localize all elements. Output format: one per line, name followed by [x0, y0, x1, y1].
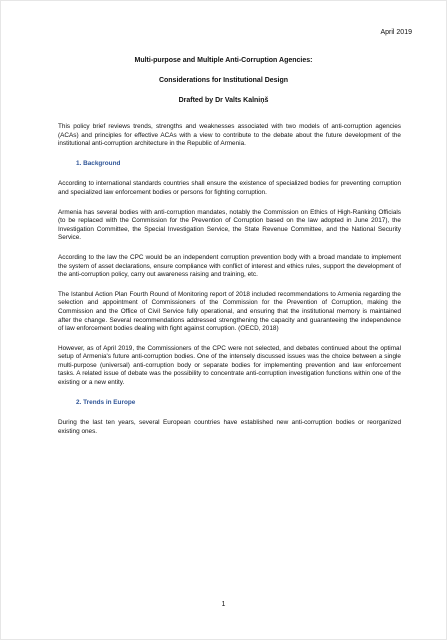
section-heading-trends: 2. Trends in Europe: [76, 398, 136, 406]
paragraph: According to the law the CPC would be an independent corruption prevention body with a broad mandate to implement the system of asset declarations, ensure compliance with conflict of interest and ethics rules, support the development of the anti-corruption policy, carry out awareness raising and training, etc.: [58, 253, 401, 279]
paragraph: During the last ten years, several European countries have established new anti-corruption bodies or reorganized existing ones.: [58, 419, 401, 435]
title-block: [1, 57, 446, 117]
paragraph: However, as of April 2019, the Commissioners of the CPC were not selected, and debates continued about the optimal setup of Armenia's future anti-corruption bodies. One of the intensely discussed issues was the choice between a single multi-purpose (universal) anti-corruption body or separate bodies for implementing prevention and law enforcement tasks. A related issue of debate was the possibility to concentrate anti-corruption investigation functions within one of the existing or a new entity.: [58, 344, 401, 387]
document-date: April 2019: [380, 29, 412, 36]
document-body: [58, 123, 401, 447]
intro-paragraph: This policy brief reviews trends, strengths and weaknesses associated with two models of anti-corruption agencies (ACAs) and principles for effective ACAs with a view to contribute to the debate about the future development of the institutional anti-corruption architecture in the Republic of Armenia.: [58, 123, 401, 148]
paragraph: According to international standards countries shall ensure the existence of specialized bodies for preventing corruption and specialized law enforcement bodies or persons for fighting corruption.: [58, 180, 401, 196]
paragraph: Armenia has several bodies with anti-corruption mandates, notably the Commission on Ethics of High-Ranking Officials (to be replaced with the Commission for the Prevention of Corruption based on the law adopted in June 2017), the Investigation Committee, the Special Investigation Service, the State Revenue Committee, and the National Security Service.: [58, 208, 401, 242]
paragraph: The Istanbul Action Plan Fourth Round of Monitoring report of 2018 included recommendations to Armenia regarding the selection and appointment of Commissioners of the Commission for the Prevention of Corruption, making the Commission and the Office of Civil Service fully operational, and ensuring that the institutional memory is maintained after the change. Several recommendations addressed strengthening the capacity and guaranteeing the independence of law enforcement bodies dealing with fight against corruption. (OECD, 2018): [58, 290, 401, 333]
document-title: Multi-purpose and Multiple Anti-Corruption Agencies:: [134, 57, 313, 64]
section-heading-background: 1. Background: [76, 159, 121, 167]
document-author: Drafted by Dr Valts Kalniņš: [178, 97, 269, 104]
page-number: 1: [221, 601, 226, 608]
document-subtitle: Considerations for Institutional Design: [158, 77, 289, 84]
